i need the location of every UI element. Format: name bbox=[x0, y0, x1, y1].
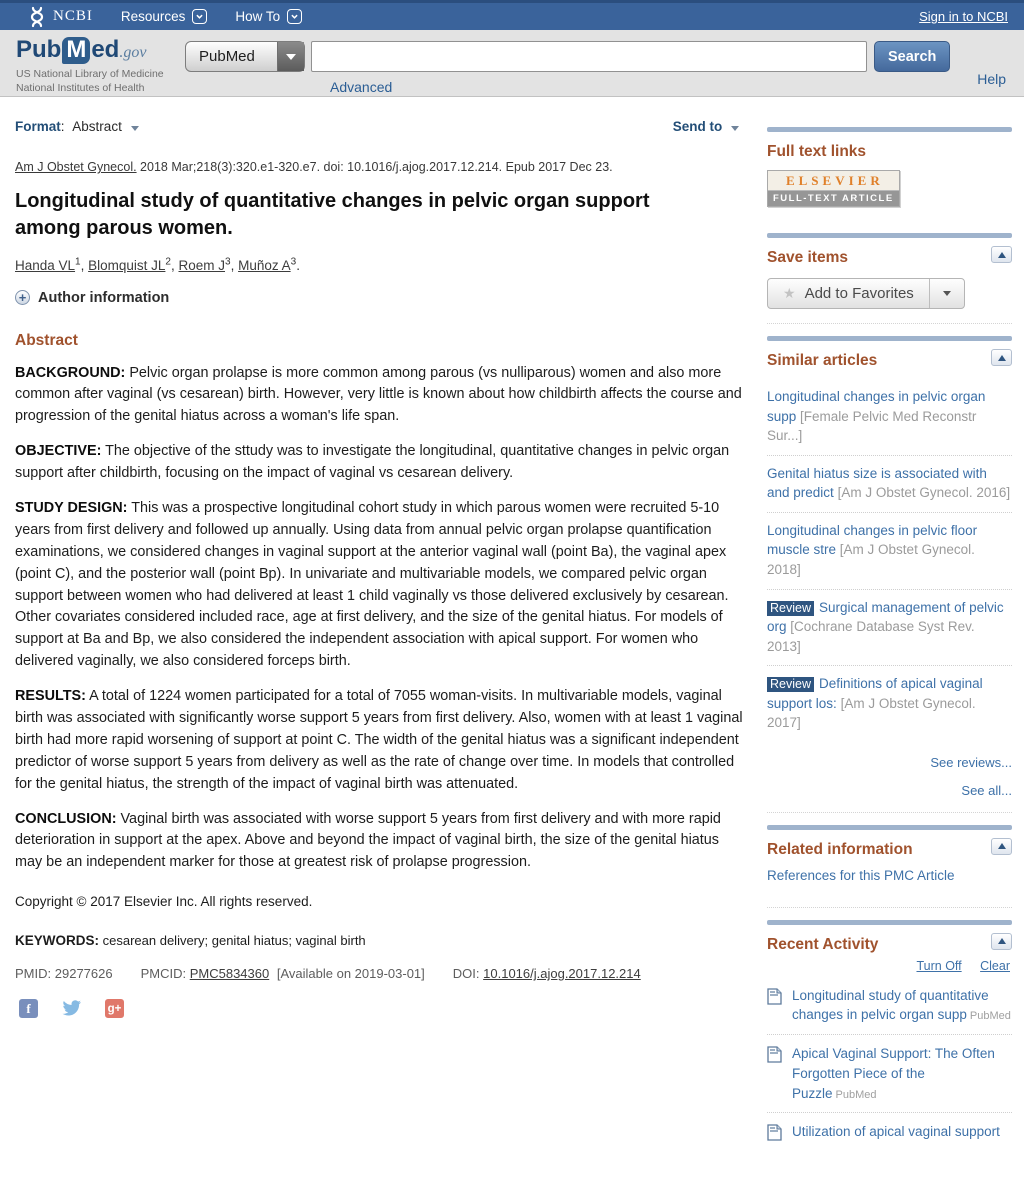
org-name bbox=[16, 68, 164, 95]
collapse-section-button[interactable] bbox=[991, 838, 1012, 855]
collapse-arrow-icon bbox=[998, 843, 1006, 849]
recent-activity-item bbox=[767, 1034, 1012, 1112]
see-all-link[interactable]: See all... bbox=[961, 782, 1012, 798]
add-to-favorites-main[interactable] bbox=[768, 279, 929, 308]
ncbi-brand-text: NCBI bbox=[53, 8, 93, 24]
author bbox=[179, 258, 239, 273]
full-text-links-heading: Full text links bbox=[767, 143, 867, 160]
journal-link[interactable]: Am J Obstet Gynecol. bbox=[15, 160, 137, 174]
add-to-favorites-button[interactable] bbox=[767, 278, 965, 309]
search-controls bbox=[185, 41, 950, 97]
pmcid-group bbox=[141, 966, 425, 981]
similar-articles-section bbox=[767, 336, 1012, 813]
section-label: CONCLUSION: bbox=[15, 810, 117, 827]
document-icon bbox=[767, 1124, 782, 1141]
logo-ed: ed bbox=[91, 36, 120, 63]
clear-link[interactable]: Clear bbox=[980, 958, 1010, 973]
logo-m-badge: M bbox=[62, 37, 90, 64]
elsevier-logo-text: ELSEVIER bbox=[768, 171, 899, 191]
facebook-share-icon[interactable]: f bbox=[19, 999, 38, 1018]
chevron-down-icon bbox=[287, 9, 302, 24]
pmcid-label: PMCID: bbox=[140, 966, 187, 982]
dna-icon bbox=[28, 7, 46, 27]
recent-activity-source: PubMed bbox=[969, 1010, 1011, 1023]
recent-activity-text bbox=[792, 1044, 1012, 1103]
similar-article-source: [Am J Obstet Gynecol. 2018] bbox=[767, 542, 975, 577]
search-input[interactable] bbox=[311, 41, 867, 72]
recent-activity-source: PubMed bbox=[835, 1088, 877, 1101]
collapse-section-button[interactable] bbox=[991, 246, 1012, 263]
author-affiliation-sup: 3 bbox=[290, 256, 297, 267]
section-divider-bar bbox=[767, 825, 1012, 830]
section-text: The objective of the sttudy was to investigate the longitudinal, quantitative changes in pelvic organ support after childbirth, focusing on the impact of vaginal vs cesarean delivery. bbox=[15, 443, 730, 482]
section-text: Pelvic organ prolapse is more common among parous (vs nulliparous) women and also more common after vaginal (vs cesarean) birth. However, very little is known about how childbirth affects the course and progression of the genital hiatus across a woman's life span. bbox=[15, 364, 742, 425]
similar-article-link[interactable]: Longitudinal changes in pelvic floor muscle stre bbox=[767, 522, 978, 558]
collapse-arrow-icon bbox=[998, 252, 1006, 258]
resources-menu[interactable] bbox=[121, 9, 208, 24]
author-information-label: Author information bbox=[38, 289, 170, 306]
sidebar bbox=[763, 97, 1024, 1177]
author-affiliation-sup: 3 bbox=[225, 256, 231, 267]
doi-label: DOI: bbox=[452, 966, 480, 982]
turn-off-link[interactable]: Turn Off bbox=[916, 958, 962, 973]
author-link[interactable]: Handa VL bbox=[15, 257, 76, 273]
abstract-study-design bbox=[15, 498, 749, 673]
document-icon bbox=[767, 1046, 782, 1063]
review-badge: Review bbox=[767, 601, 814, 616]
chevron-down-icon bbox=[192, 9, 207, 24]
author-affiliation-sup: 1 bbox=[75, 256, 81, 267]
doi-group bbox=[453, 966, 641, 981]
similar-article-item bbox=[767, 665, 1012, 742]
section-label: BACKGROUND: bbox=[15, 364, 126, 381]
recent-activity-section bbox=[767, 920, 1012, 1165]
doi-link[interactable]: 10.1016/j.ajog.2017.12.214 bbox=[483, 966, 641, 982]
format-toolbar bbox=[15, 119, 749, 134]
page-content bbox=[0, 97, 1024, 1177]
see-reviews-link[interactable]: See reviews... bbox=[930, 754, 1012, 770]
document-icon bbox=[767, 988, 782, 1005]
database-select[interactable] bbox=[185, 41, 305, 72]
recent-activity-text bbox=[792, 986, 1012, 1026]
how-to-menu[interactable] bbox=[235, 9, 302, 24]
recent-activity-link[interactable]: Apical Vaginal Support: The Often Forgotten Piece of the Puzzle bbox=[792, 1046, 995, 1101]
abstract-objective bbox=[15, 441, 749, 485]
send-to-menu[interactable] bbox=[673, 119, 739, 134]
twitter-share-icon[interactable] bbox=[62, 999, 81, 1018]
send-to-label: Send to bbox=[672, 119, 723, 134]
recent-activity-controls bbox=[767, 959, 1010, 973]
keywords-text: cesarean delivery; genital hiatus; vaginal birth bbox=[102, 933, 366, 949]
citation bbox=[15, 160, 749, 174]
search-button[interactable]: Search bbox=[874, 41, 950, 72]
section-divider-bar bbox=[767, 233, 1012, 238]
social-share-row bbox=[15, 999, 749, 1018]
format-value: Abstract bbox=[72, 119, 122, 134]
similar-article-item bbox=[767, 512, 1012, 589]
sign-in-link[interactable]: Sign in to NCBI bbox=[919, 9, 1008, 24]
abstract-heading: Abstract bbox=[15, 331, 78, 349]
author bbox=[238, 258, 300, 273]
article-title: Longitudinal study of quantitative changes in pelvic organ support among parous women. bbox=[15, 190, 650, 239]
database-select-value: PubMed bbox=[199, 48, 255, 65]
pmcid-link[interactable]: PMC5834360 bbox=[189, 966, 270, 982]
section-text: A total of 1224 women participated for a total of 7055 woman-visits. In multivariable models, vaginal birth was associated with significantly worse support 5 years from first delivery. Also, women with at least 1 vaginal birth had more rapid worsening of support at point C. The width of the genital hiatus was a significant independent predictor of worse support 5 years from delivery as well as the rate of change over time. In models that controlled for the genital hiatus, the strength of the impact of vaginal birth was attenuated. bbox=[15, 688, 743, 792]
recent-activity-item bbox=[767, 1112, 1012, 1151]
save-items-heading: Save items bbox=[767, 249, 848, 266]
collapse-section-button[interactable] bbox=[991, 933, 1012, 950]
pmid-label: PMID: bbox=[15, 966, 52, 982]
dropdown-arrow-icon bbox=[731, 126, 739, 131]
copyright-notice: Copyright © 2017 Elsevier Inc. All rights reserved. bbox=[15, 894, 313, 910]
logo-gov: .gov bbox=[119, 44, 147, 61]
pmid-value: 29277626 bbox=[54, 966, 113, 982]
search-row bbox=[185, 41, 950, 72]
section-label: STUDY DESIGN: bbox=[15, 499, 128, 516]
similar-articles-heading: Similar articles bbox=[767, 352, 878, 369]
recent-activity-link[interactable]: Longitudinal study of quantitative changes in pelvic organ supp bbox=[792, 987, 989, 1023]
author-list bbox=[15, 256, 749, 273]
help-link[interactable]: Help bbox=[977, 71, 1006, 87]
abstract-main-column bbox=[0, 97, 763, 1177]
recent-activity-item bbox=[767, 977, 1012, 1035]
similar-article-source: [Am J Obstet Gynecol. 2016] bbox=[837, 485, 1011, 501]
full-text-article-label: FULL-TEXT ARTICLE bbox=[768, 191, 899, 206]
similar-article-link[interactable]: Surgical management of pelvic org bbox=[767, 599, 1004, 635]
section-divider-bar bbox=[767, 920, 1012, 925]
author-affiliation-sup: 2 bbox=[165, 256, 171, 267]
author bbox=[15, 258, 88, 273]
select-arrow-icon bbox=[277, 42, 304, 71]
similar-article-link[interactable]: Definitions of apical vaginal support los: bbox=[767, 676, 983, 711]
abstract-results bbox=[15, 686, 749, 795]
identifier-line bbox=[15, 966, 749, 981]
keywords-label: KEYWORDS: bbox=[15, 933, 99, 949]
favorites-dropdown-toggle[interactable] bbox=[929, 279, 964, 308]
dropdown-arrow-icon bbox=[131, 126, 139, 131]
section-text: Vaginal birth was associated with worse support 5 years from first delivery and with more rapid deterioration in support at the apex. Above and beyond the impact of vaginal birth, the size of the genital hiatus may be an independent marker for those at greatest risk of prolapse progression. bbox=[15, 810, 721, 871]
author bbox=[88, 258, 178, 273]
org-line-1: US National Library of Medicine bbox=[16, 68, 164, 80]
elsevier-full-text-badge[interactable] bbox=[767, 170, 900, 207]
similar-article-source: [Am J Obstet Gynecol. 2017] bbox=[767, 695, 976, 731]
recent-activity-text bbox=[792, 1122, 1000, 1142]
search-header bbox=[0, 30, 1024, 97]
ncbi-header bbox=[0, 0, 1024, 30]
pmid-group bbox=[15, 966, 113, 981]
keywords-line bbox=[15, 933, 749, 948]
save-items-section bbox=[767, 233, 1012, 324]
similar-article-link[interactable]: Longitudinal changes in pelvic organ supp bbox=[767, 389, 986, 424]
format-selector[interactable] bbox=[15, 119, 139, 134]
logo-pub: Pub bbox=[16, 36, 62, 63]
section-label: OBJECTIVE: bbox=[15, 443, 102, 460]
similar-article-item bbox=[767, 589, 1012, 666]
star-icon: ★ bbox=[783, 285, 796, 301]
pubmed-brand-block bbox=[16, 37, 164, 95]
related-information-section bbox=[767, 825, 1012, 908]
ncbi-header-left bbox=[28, 7, 302, 27]
full-text-links-section bbox=[767, 127, 1012, 221]
citation-details: 2018 Mar;218(3):320.e1-320.e7. doi: 10.1016/j.ajog.2017.12.214. Epub 2017 Dec 23. bbox=[136, 160, 613, 174]
pmc-references-link[interactable]: References for this PMC Article bbox=[767, 867, 955, 883]
collapse-arrow-icon bbox=[998, 938, 1006, 944]
author-information-toggle[interactable] bbox=[15, 290, 169, 306]
pmcid-availability-note: [Available on 2019-03-01] bbox=[276, 966, 425, 982]
section-divider-bar bbox=[767, 127, 1012, 132]
section-text: This was a prospective longitudinal cohort study in which parous women were recruited 5-10 years from first delivery and followed up annually. Using data from annual pelvic organ prolapse quantification examinations, we considered changes in vaginal support at the anterior vaginal wall (point Ba), the vaginal apex (point C), and the posterior wall (point Bp). In univariate and multivariable models, we compared pelvic organ support between women who had delivered at least 1 child vaginally vs those delivered exclusively by cesarean. Other covariates considered included race, age at first delivery, and the size of the genital hiatus. For models of support at Ba and Bp, we also considered the independent association with apical support. For women who delivered vaginally, we also considered forceps birth. bbox=[15, 499, 729, 670]
collapse-section-button[interactable] bbox=[991, 349, 1012, 366]
dropdown-arrow-icon bbox=[943, 291, 951, 296]
author-link[interactable]: Roem J bbox=[178, 257, 226, 273]
similar-article-source: [Cochrane Database Syst Rev. 2013] bbox=[767, 619, 975, 654]
abstract-background bbox=[15, 363, 749, 429]
recent-activity-link[interactable]: Utilization of apical vaginal support bbox=[792, 1124, 1000, 1140]
section-label: RESULTS: bbox=[15, 688, 86, 705]
add-to-favorites-label: Add to Favorites bbox=[804, 285, 914, 302]
advanced-search-link[interactable]: Advanced bbox=[330, 79, 393, 95]
collapse-arrow-icon bbox=[998, 355, 1006, 361]
resources-label: Resources bbox=[120, 9, 186, 24]
similar-article-link[interactable]: Genital hiatus size is associated with and predict bbox=[767, 465, 987, 501]
expand-plus-icon bbox=[15, 290, 30, 305]
google-plus-share-icon[interactable]: g+ bbox=[105, 999, 124, 1018]
author-link[interactable]: Blomquist JL bbox=[88, 257, 166, 273]
pubmed-logo[interactable] bbox=[16, 37, 164, 64]
author-link[interactable]: Muñoz A bbox=[238, 257, 291, 273]
abstract-conclusion bbox=[15, 809, 749, 875]
similar-article-item bbox=[767, 379, 1012, 455]
review-badge: Review bbox=[767, 677, 814, 692]
similar-article-source: [Female Pelvic Med Reconstr Sur...] bbox=[767, 408, 977, 444]
ncbi-logo[interactable] bbox=[28, 7, 93, 27]
related-information-heading: Related information bbox=[767, 840, 913, 858]
section-divider-bar bbox=[767, 336, 1012, 341]
format-label: Format : bbox=[15, 119, 65, 134]
how-to-label: How To bbox=[235, 9, 281, 24]
similar-article-item bbox=[767, 455, 1012, 512]
org-line-2: National Institutes of Health bbox=[16, 81, 145, 94]
recent-activity-heading: Recent Activity bbox=[767, 935, 879, 953]
